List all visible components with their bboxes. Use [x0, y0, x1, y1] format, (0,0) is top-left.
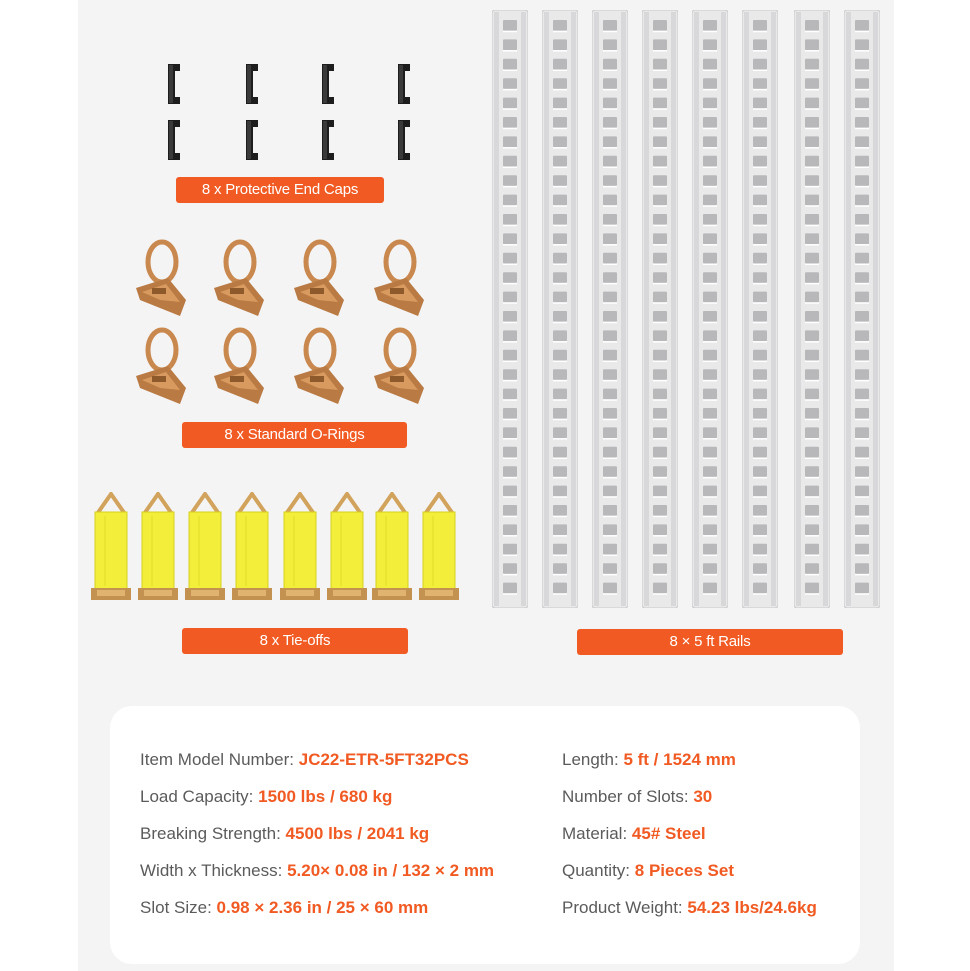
o-ring-icon: [208, 238, 268, 320]
spec-label: Slot Size:: [140, 898, 217, 917]
spec-value: 54.23 lbs/24.6kg: [687, 898, 817, 917]
spec-row: [562, 861, 734, 881]
end-caps-badge: 8 x Protective End Caps: [176, 177, 384, 203]
o-rings-badge: 8 x Standard O-Rings: [182, 422, 407, 448]
o-ring-icon: [130, 238, 190, 320]
o-ring-icon: [288, 326, 348, 408]
e-track-rail-icon: [492, 10, 528, 608]
end-cap-icon: [244, 62, 262, 106]
e-track-rail-icon: [794, 10, 830, 608]
spec-label: Quantity:: [562, 861, 635, 880]
spec-value: 8 Pieces Set: [634, 861, 735, 880]
rails-badge: 8 × 5 ft Rails: [577, 629, 843, 655]
spec-value: 30: [693, 787, 713, 806]
tie-off-icon: [370, 492, 414, 604]
e-track-rail-icon: [592, 10, 628, 608]
o-ring-icon: [368, 238, 428, 320]
spec-row: [562, 824, 706, 844]
tie-offs-badge: 8 x Tie-offs: [182, 628, 408, 654]
spec-value: 1500 lbs / 680 kg: [258, 787, 393, 806]
spec-value: 5 ft / 1524 mm: [623, 750, 736, 769]
o-ring-icon: [130, 326, 190, 408]
spec-label: Product Weight:: [562, 898, 688, 917]
spec-row: [140, 750, 469, 770]
tie-off-icon: [183, 492, 227, 604]
spec-label: Width x Thickness:: [140, 861, 288, 880]
spec-label: Material:: [562, 824, 632, 843]
spec-row: [562, 750, 736, 770]
tie-off-icon: [325, 492, 369, 604]
e-track-rail-icon: [692, 10, 728, 608]
spec-label: Load Capacity:: [140, 787, 259, 806]
e-track-rail-icon: [742, 10, 778, 608]
o-ring-icon: [208, 326, 268, 408]
tie-off-icon: [136, 492, 180, 604]
spec-value: 5.20× 0.08 in / 132 × 2 mm: [287, 861, 495, 880]
spec-row: [140, 824, 429, 844]
e-track-rail-icon: [844, 10, 880, 608]
end-cap-icon: [320, 118, 338, 162]
end-cap-icon: [166, 62, 184, 106]
end-cap-icon: [244, 118, 262, 162]
spec-label: Item Model Number:: [140, 750, 299, 769]
spec-value: JC22-ETR-5FT32PCS: [298, 750, 469, 769]
spec-value: 45# Steel: [631, 824, 706, 843]
spec-row: [562, 898, 817, 918]
tie-off-icon: [417, 492, 461, 604]
spec-label: Length:: [562, 750, 624, 769]
spec-label: Number of Slots:: [562, 787, 694, 806]
spec-row: [562, 787, 712, 807]
spec-row: [140, 787, 392, 807]
end-cap-icon: [320, 62, 338, 106]
specifications-card: [110, 706, 860, 964]
o-ring-icon: [368, 326, 428, 408]
spec-row: [140, 861, 494, 881]
spec-row: [140, 898, 428, 918]
o-ring-icon: [288, 238, 348, 320]
e-track-rail-icon: [542, 10, 578, 608]
spec-value: 4500 lbs / 2041 kg: [285, 824, 430, 843]
tie-off-icon: [89, 492, 133, 604]
end-cap-icon: [166, 118, 184, 162]
spec-label: Breaking Strength:: [140, 824, 286, 843]
tie-off-icon: [230, 492, 274, 604]
e-track-rail-icon: [642, 10, 678, 608]
tie-off-icon: [278, 492, 322, 604]
end-cap-icon: [396, 118, 414, 162]
spec-value: 0.98 × 2.36 in / 25 × 60 mm: [216, 898, 429, 917]
end-cap-icon: [396, 62, 414, 106]
